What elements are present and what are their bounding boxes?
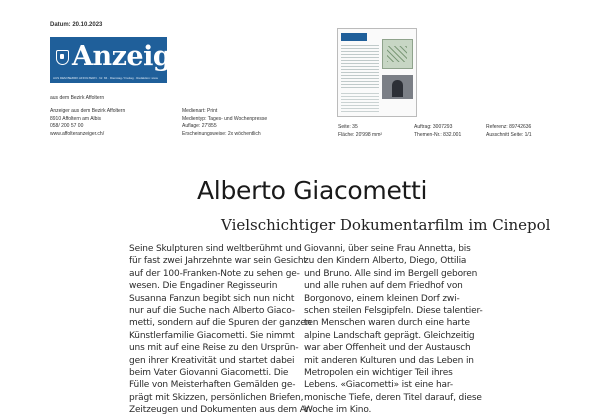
topic-number: Themen-Nr.: 832.001 — [414, 131, 462, 138]
media-type: Medienart: Print — [182, 108, 218, 114]
text-line: uns mit auf eine Reise zu den Ursprün- — [129, 343, 299, 354]
page-thumbnail — [337, 28, 417, 117]
text-line: Zeitzeugen und Dokumenten aus dem Ar- — [129, 405, 312, 416]
article-headline: Alberto Giacometti — [197, 176, 428, 205]
masthead-strip: AUS DEM BEZIRK AFFOLTERN · Nr. 84 · Dienstag / Freitag · Redaktion: www — [53, 76, 158, 80]
masthead-district: aus dem Bezirk Affoltern — [50, 95, 105, 101]
reference-info — [486, 124, 532, 139]
text-line: Seine Skulpturen sind weltberühmt und — [129, 244, 302, 254]
text-line: Susanna Fanzun begibt sich nun nicht — [129, 293, 295, 304]
text-line: Giovanni, über seine Frau Annetta, bis — [304, 244, 471, 254]
text-line: Künstlerfamilie Giacometti. Sie nimmt — [129, 330, 295, 341]
text-line: ten Menschen waren durch eine harte — [304, 318, 470, 329]
page-info — [338, 124, 382, 139]
clipping-date: Datum: 20.10.2023 — [50, 22, 103, 28]
reference-number: Referenz: 89742636 — [486, 124, 532, 130]
page-area: Fläche: 20'998 mm² — [338, 131, 383, 138]
text-line: auf der 100-Franken-Note zu sehen ge- — [129, 268, 300, 279]
masthead-title: Anzeiger — [72, 41, 202, 72]
text-line: Fülle von Meisterhaften Gemälden ge- — [129, 380, 296, 391]
text-line: alpine Landschaft geprägt. Gleichzeitig — [304, 330, 475, 341]
text-line: gen ihrer Kreativität und startet dabei — [129, 355, 295, 366]
text-line: mit anderen Kulturen und das Leben in — [304, 355, 474, 366]
thumbnail-portrait-image — [382, 75, 413, 99]
article-column-1 — [129, 243, 312, 416]
media-info — [182, 108, 267, 138]
publisher-phone: 058/ 200 57 00 — [50, 123, 84, 129]
thumbnail-map-image — [382, 39, 413, 69]
text-line: monische Tiefe, deren Titel darauf, diese — [304, 392, 482, 403]
text-line: war aber Offenheit und der Austausch — [304, 343, 471, 354]
text-line: für fast zwei Jahrzehnte war sein Gesicht — [129, 256, 307, 267]
text-line: prägt mit Skizzen, persönlichen Briefen, — [129, 392, 304, 403]
media-category: Medientyp: Tages- und Wochenpresse — [182, 115, 268, 122]
media-frequency: Erscheinungsweise: 2x wöchentlich — [182, 130, 261, 137]
publisher-city: 8910 Affoltern am Albis — [50, 115, 102, 122]
order-info — [414, 124, 461, 139]
text-line: und Bruno. Alle sind im Bergell geboren — [304, 268, 478, 279]
article-subheadline: Vielschichtiger Dokumentarfilm im Cinepol — [221, 216, 551, 234]
text-line: Borgonovo, einem kleinen Dorf zwi- — [304, 293, 460, 304]
text-line: nur auf die Suche nach Alberto Giaco- — [129, 306, 295, 317]
publisher-name: Anzeiger aus dem Bezirk Affoltern — [50, 108, 126, 114]
text-line: zu den Kindern Alberto, Diego, Ottilia — [304, 256, 467, 267]
text-line: beim Vater Giovanni Giacometti. Die — [129, 368, 289, 379]
order-number: Auftrag: 3007293 — [414, 124, 453, 130]
media-circulation: Auflage: 27'855 — [182, 123, 217, 129]
text-line: schen steilen Felsgipfeln. Diese talentier- — [304, 306, 483, 317]
text-line: Metropolen ein wichtiger Teil ihres — [304, 368, 453, 379]
text-line: metti, sondern auf die Spuren der ganzen — [129, 318, 312, 329]
publisher-info — [50, 108, 125, 138]
clipping-page: Ausschnitt Seite: 1/1 — [486, 131, 532, 138]
article-column-2 — [304, 243, 483, 416]
text-line: Woche im Kino. — [304, 405, 372, 416]
text-line: Lebens. «Giacometti» ist eine har- — [304, 380, 453, 391]
page-number: Seite: 35 — [338, 124, 358, 130]
coat-of-arms-icon — [56, 50, 69, 65]
text-line: und alle ruhen auf dem Friedhof von — [304, 281, 463, 292]
newspaper-masthead — [50, 37, 202, 83]
publisher-website: www.affolteranzeiger.ch/ — [50, 130, 105, 137]
text-line: wesen. Die Engadiner Regisseurin — [129, 281, 278, 292]
